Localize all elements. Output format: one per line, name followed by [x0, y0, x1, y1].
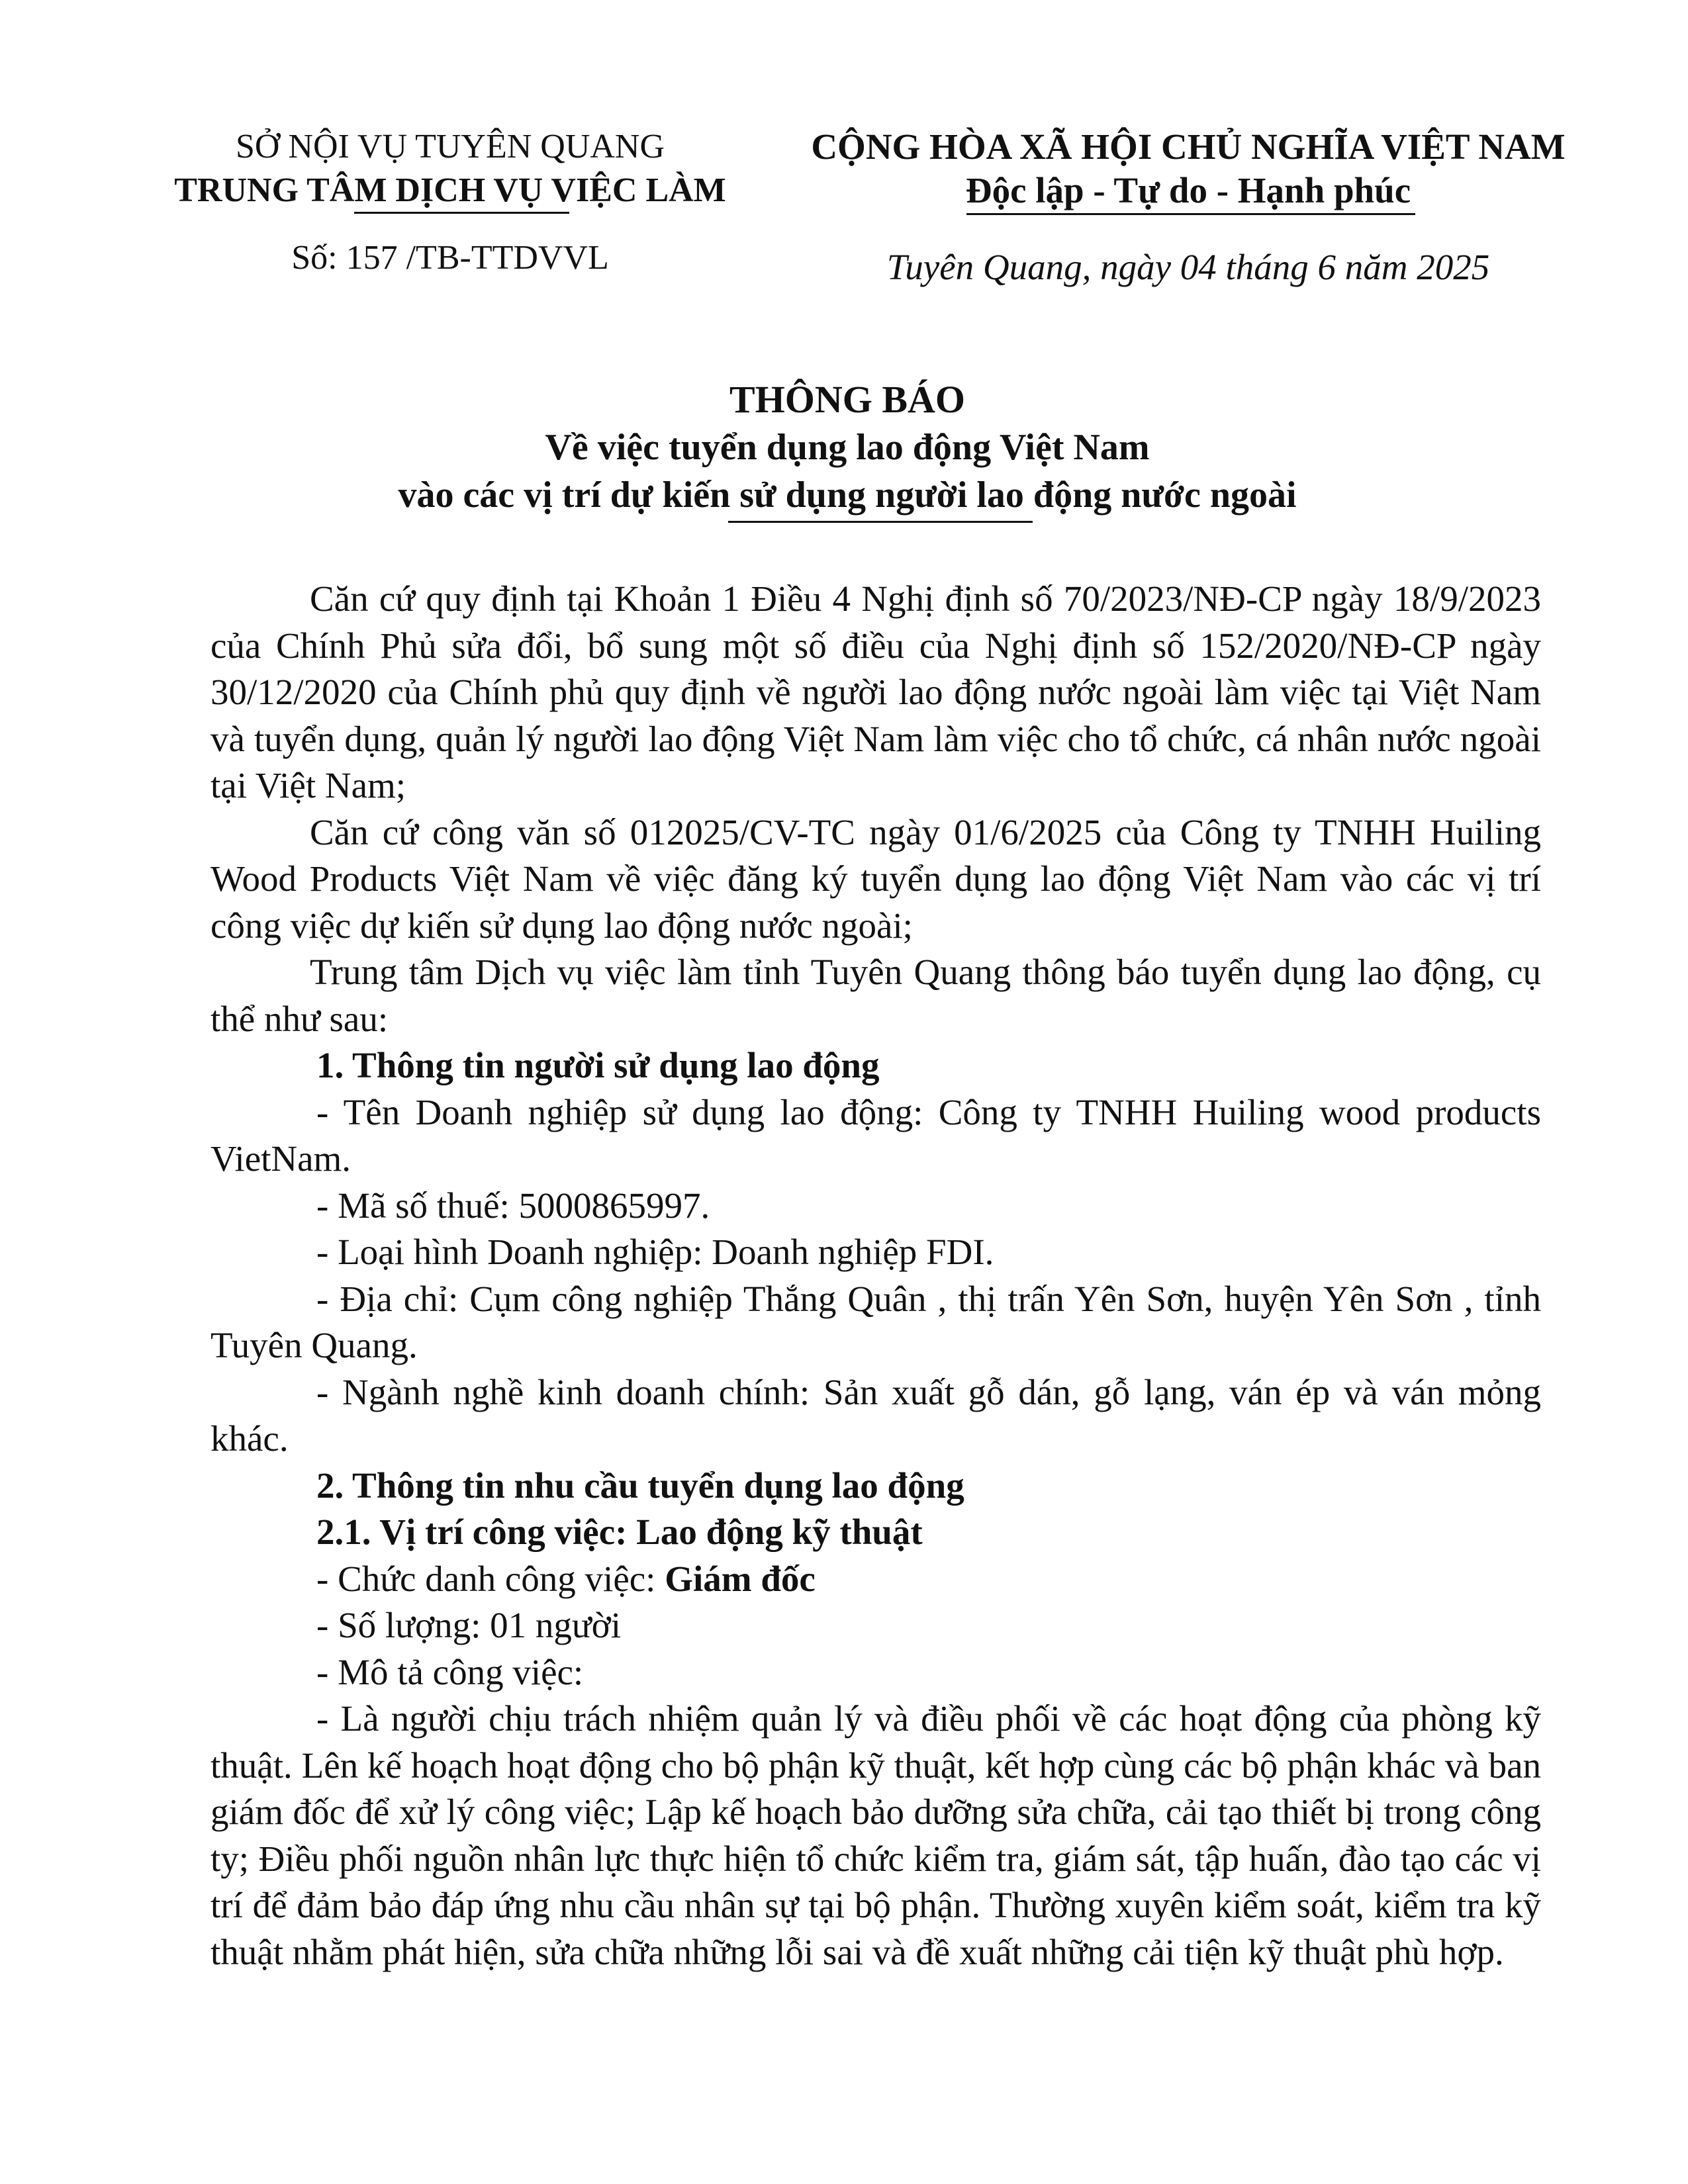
document-subtitle-1: Về việc tuyển dụng lao động Việt Nam	[545, 427, 1150, 468]
announcement-intro: Trung tâm Dịch vụ việc làm tỉnh Tuyên Quang thông báo tuyển dụng lao động, cụ thể như sau:	[211, 952, 1541, 1039]
job-title-value: Giám đốc	[665, 1558, 816, 1599]
issuing-agency: TRUNG TÂM DỊCH VỤ VIỆC LÀM	[174, 171, 726, 209]
section-1-heading: 1. Thông tin người sử dụng lao động	[316, 1045, 880, 1085]
employer-address: - Địa chỉ: Cụm công nghiệp Thắng Quân , thị trấn Yên Sơn, huyện Yên Sơn , tỉnh Tuyên Quang.	[211, 1278, 1541, 1365]
employer-type: - Loại hình Doanh nghiệp: Doanh nghiệp FDI.	[316, 1232, 994, 1272]
job-quantity: - Số lượng: 01 người	[316, 1605, 622, 1645]
section-2-1-heading: 2.1. Vị trí công việc: Lao động kỹ thuật	[316, 1512, 923, 1552]
document-number: Số: 157 /TB-TTDVVL	[291, 239, 609, 277]
agency-underline	[354, 212, 569, 214]
job-description-label: - Mô tả công việc:	[316, 1651, 584, 1692]
legal-basis-paragraph-2: Căn cứ công văn số 012025/CV-TC ngày 01/6/2025 của Công ty TNHH Huiling Wood Products Việt Nam về việc đăng ký tuyển dụng lao động Việt Nam vào các vị trí công việc dự kiến sử dụng lao động nước ngoài;	[211, 811, 1541, 946]
employer-name: - Tên Doanh nghiệp sử dụng lao động: Công ty TNHH Huiling wood products VietNam.	[211, 1091, 1541, 1179]
section-2-heading: 2. Thông tin nhu cầu tuyển dụng lao động	[316, 1465, 964, 1506]
national-motto-block	[781, 126, 1595, 213]
parent-agency: SỞ NỘI VỤ TUYÊN QUANG	[235, 128, 665, 165]
document-subtitle-2: vào các vị trí dự kiến sử dụng người lao động nước ngoài	[398, 475, 1297, 516]
issuing-agency-block	[119, 126, 781, 213]
document-body	[211, 576, 1541, 1976]
national-motto: Độc lập - Tự do - Hạnh phúc	[965, 170, 1411, 210]
legal-basis-paragraph-1: Căn cứ quy định tại Khoản 1 Điều 4 Nghị định số 70/2023/NĐ-CP ngày 18/9/2023 của Chính Phủ sửa đổi, bổ sung một số điều của Nghị định số 152/2020/NĐ-CP ngày 30/12/2020 của Chính phủ quy định về người lao động nước ngoài làm việc tại Việt Nam và tuyển dụng, quản lý người lao động Việt Nam làm việc cho tổ chức, cá nhân nước ngoài tại Việt Nam;	[211, 578, 1541, 805]
place-and-date: Tuyên Quang, ngày 04 tháng 6 năm 2025	[886, 247, 1490, 287]
document-title-block	[119, 376, 1575, 519]
title-underline	[728, 521, 1033, 523]
document-title: THÔNG BÁO	[729, 378, 966, 421]
job-title-label: - Chức danh công việc:	[316, 1558, 665, 1599]
national-title: CỘNG HÒA XÃ HỘI CHỦ NGHĨA VIỆT NAM	[811, 126, 1566, 167]
job-description: - Là người chịu trách nhiệm quản lý và điều phối về các hoạt động của phòng kỹ thuật. Lên kế hoạch hoạt động cho bộ phận kỹ thuật, kết hợp cùng các bộ phận khác và ban giám đốc để xử lý công việc; Lập kế hoạch bảo dưỡng sửa chữa, cải tạo thiết bị trong công ty; Điều phối nguồn nhân lực thực hiện tổ chức kiểm tra, giám sát, tập huấn, đào tạo các vị trí để đảm bảo đáp ứng nhu cầu nhân sự tại bộ phận. Thường xuyên kiểm soát, kiểm tra kỹ thuật nhằm phát hiện, sửa chữa những lỗi sai và đề xuất những cải tiện kỹ thuật phù hợp.	[211, 1698, 1541, 1972]
job-title-line	[211, 1556, 1541, 1603]
motto-underline	[966, 213, 1415, 215]
employer-tax-code: - Mã số thuế: 5000865997.	[316, 1185, 710, 1226]
employer-business: - Ngành nghề kinh doanh chính: Sản xuất gỗ dán, gỗ lạng, ván ép và ván mỏng khác.	[211, 1371, 1541, 1459]
